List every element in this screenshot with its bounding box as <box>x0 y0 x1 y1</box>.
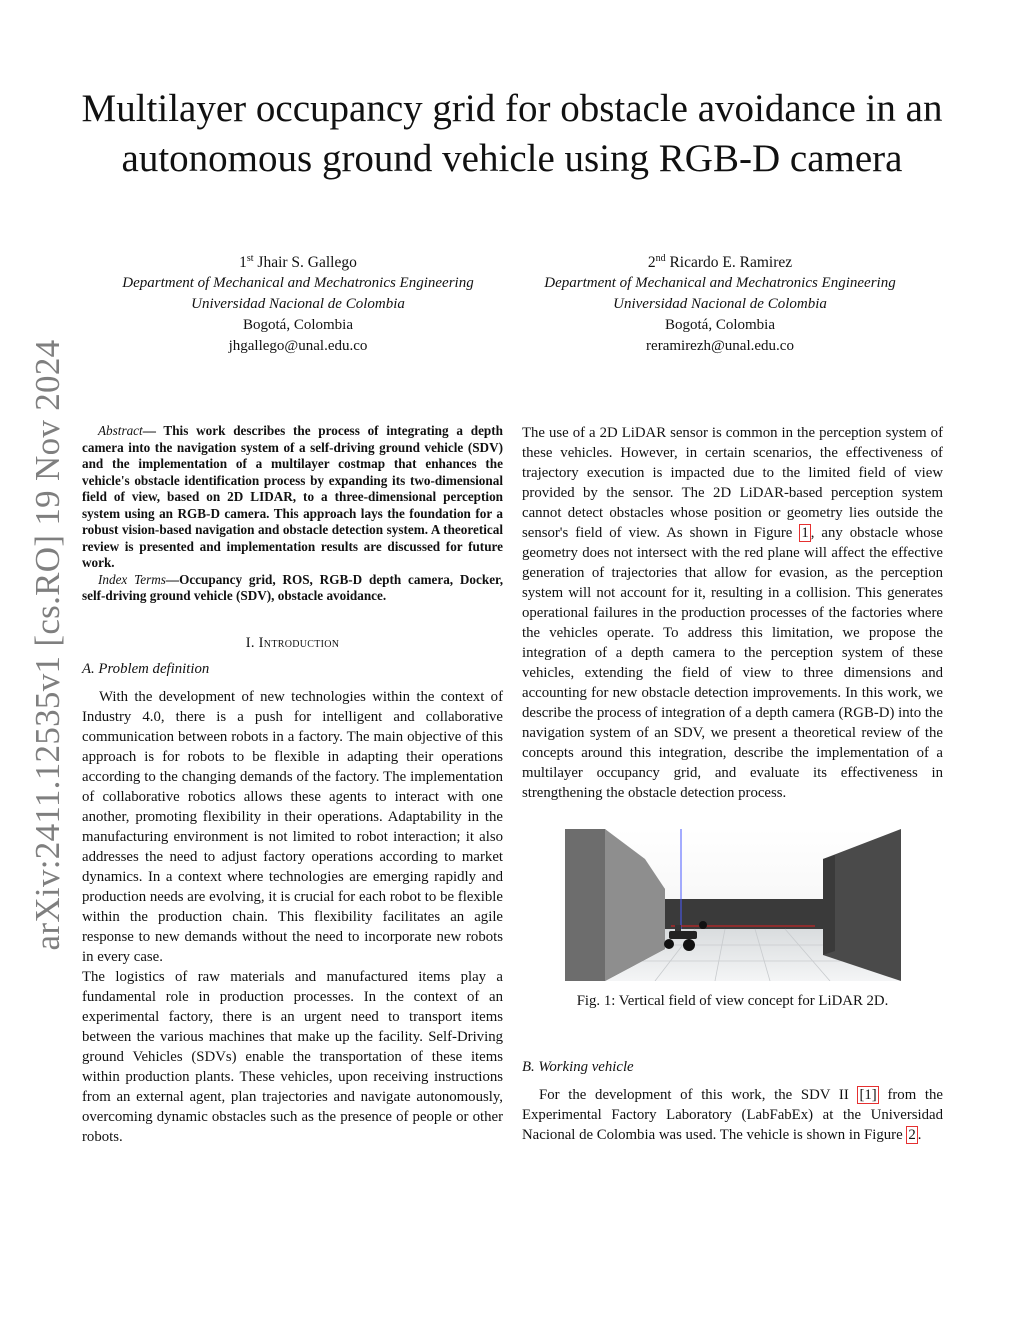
author-ordinal: 2 <box>647 254 656 272</box>
index-terms-label: Index Terms <box>98 571 166 587</box>
section-heading-introduction: I. Introduction <box>245 634 340 651</box>
paragraph-text: , any obstacle whose geometry does not intersect with the red plane will affect the effective generation of trajectories that allow for evasion, as the perception system will not account for it, resulting in a collision. This generates operational failures in the production processes of the factories where the vehicles operate. To address this limitation, we propose the integration of a depth camera to the perception system of these vehicles, extending the field of view to three dimensions and accounting for new obstacle detection improvements. In this work, we describe the process of integration of a depth camera (RGB-D) into the navigation system of an SDV, we present a theoretical review of the concepts around this integration, describe the implementation of a multilayer occupancy grid, and evaluate its effectiveness in strengthening the obstacle detection process. <box>522 525 943 801</box>
right-wall-edge <box>823 855 835 955</box>
arxiv-identifier-stamp: arXiv:2411.12535v1 [cs.RO] 19 Nov 2024 <box>28 339 67 951</box>
index-terms <box>82 572 503 605</box>
author-department: Department of Mechanical and Mechatronics Engineering <box>122 275 474 292</box>
abstract-text <box>82 423 503 572</box>
author-block-1 <box>83 248 513 357</box>
abstract-label: Abstract <box>98 423 143 438</box>
abstract-body: This work describes the process of integrating a depth camera into the navigation system of a self-driving ground vehicle (SDV) and the implementation of a multilayer costmap that enhances the vehicle's obstacle identification process by expanding its two-dimensional field of view, based on 2D LIDAR, to a three-dimensional perception system using an RGB-D camera. This approach lays the foundation for a robust vision-based navigation and obstacle detection system. A theoretical review is presented and implementation results are discussed for future work. <box>82 423 503 570</box>
author-name <box>505 248 935 273</box>
abstract <box>82 423 503 605</box>
paper-title: Multilayer occupancy grid for obstacle avoidance in an autonomous ground vehicle using RGB-D camera <box>81 87 943 180</box>
paragraph-text: . <box>917 1127 922 1143</box>
figure-reference-link[interactable]: 2 <box>908 1127 916 1143</box>
author-email[interactable]: jhgallego@unal.edu.co <box>228 338 368 355</box>
back-wall <box>665 899 825 929</box>
citation-link[interactable]: [1] <box>859 1087 877 1103</box>
author-ordinal-suffix: st <box>246 253 254 264</box>
abstract-dash: — <box>142 423 156 438</box>
author-university: Universidad Nacional de Colombia <box>191 296 405 313</box>
paragraph-sdv-description <box>522 1085 943 1145</box>
left-column <box>82 423 503 1147</box>
simulation-render-image <box>565 829 901 981</box>
author-university: Universidad Nacional de Colombia <box>613 296 827 313</box>
figure-1 <box>565 829 901 1011</box>
right-column <box>522 423 943 1145</box>
author-location: Bogotá, Colombia <box>665 317 775 334</box>
author-email[interactable]: reramirezh@unal.edu.co <box>646 338 794 355</box>
paragraph-text: The use of a 2D LiDAR sensor is common in the perception system of these vehicles. However, in certain scenarios, the effectiveness of trajectory execution is impacted due to the limited field of view provided by the sensor. The 2D LiDAR-based perception system cannot detect obstacles whose position or geometry lies outside the sensor's field of view. As shown in Figure <box>522 425 943 541</box>
index-terms-body: Occupancy grid, ROS, RGB-D depth camera, Docker, self-driving ground vehicle (SDV), obstacle avoidance. <box>82 571 503 603</box>
paragraph-industry-4: With the development of new technologies within the context of Industry 4.0, there is a push for intelligent and collaborative communication between robots in a factory. The main objective of this approach is for robots to be flexible in adapting their operations according to the changing demands of the factory. The implementation of collaborative robotics allows these agents to interact with one another, promoting flexibility in their operations. Adaptability in the manufacturing environment is not limited to robot interaction; it also addresses the need to adjust factory operations according to market dynamics. In a context where technologies are emerging rapidly and production needs are evolving, it is crucial for each robot to be flexible within the production chain. This flexibility facilitates an agile response to new demands without the need to incorporate new robots in every case. <box>82 688 503 965</box>
figure-caption: Fig. 1: Vertical field of view concept for LiDAR 2D. <box>576 993 889 1009</box>
figure-reference-link[interactable]: 1 <box>801 525 809 541</box>
author-name <box>83 248 513 273</box>
paragraph-logistics: The logistics of raw materials and manufactured items play a fundamental role in production processes. In the context of an experimental factory, there is an urgent need to transport items between the various machines that make up the facility. Self-Driving ground Vehicles (SDVs) enable the transportation of these items within production plants. These vehicles, upon receiving instructions from an external agent, plan trajectories and navigate autonomously, overcoming dynamic obstacles such as the presence of people or other robots. <box>82 968 503 1145</box>
paragraph-lidar-limitation <box>522 423 943 803</box>
author-block-2 <box>505 248 935 357</box>
subsection-heading-problem-definition: A. Problem definition <box>82 660 210 677</box>
author-name-text: Ricardo E. Ramirez <box>669 254 793 272</box>
author-department: Department of Mechanical and Mechatronics Engineering <box>544 275 896 292</box>
paragraph-text: For the development of this work, the SDV II <box>539 1087 858 1103</box>
author-location: Bogotá, Colombia <box>243 317 353 334</box>
index-terms-dash: — <box>165 571 180 587</box>
paragraph-text: from the Experimental Factory Laboratory (LabFabEx) at the Universidad Nacional de Colombia was used. The vehicle is shown in Figure <box>522 1087 943 1143</box>
author-name-text: Jhair S. Gallego <box>257 254 357 272</box>
author-ordinal-suffix: nd <box>655 253 666 264</box>
subsection-heading-working-vehicle: B. Working vehicle <box>522 1059 634 1075</box>
author-ordinal: 1 <box>239 254 247 272</box>
